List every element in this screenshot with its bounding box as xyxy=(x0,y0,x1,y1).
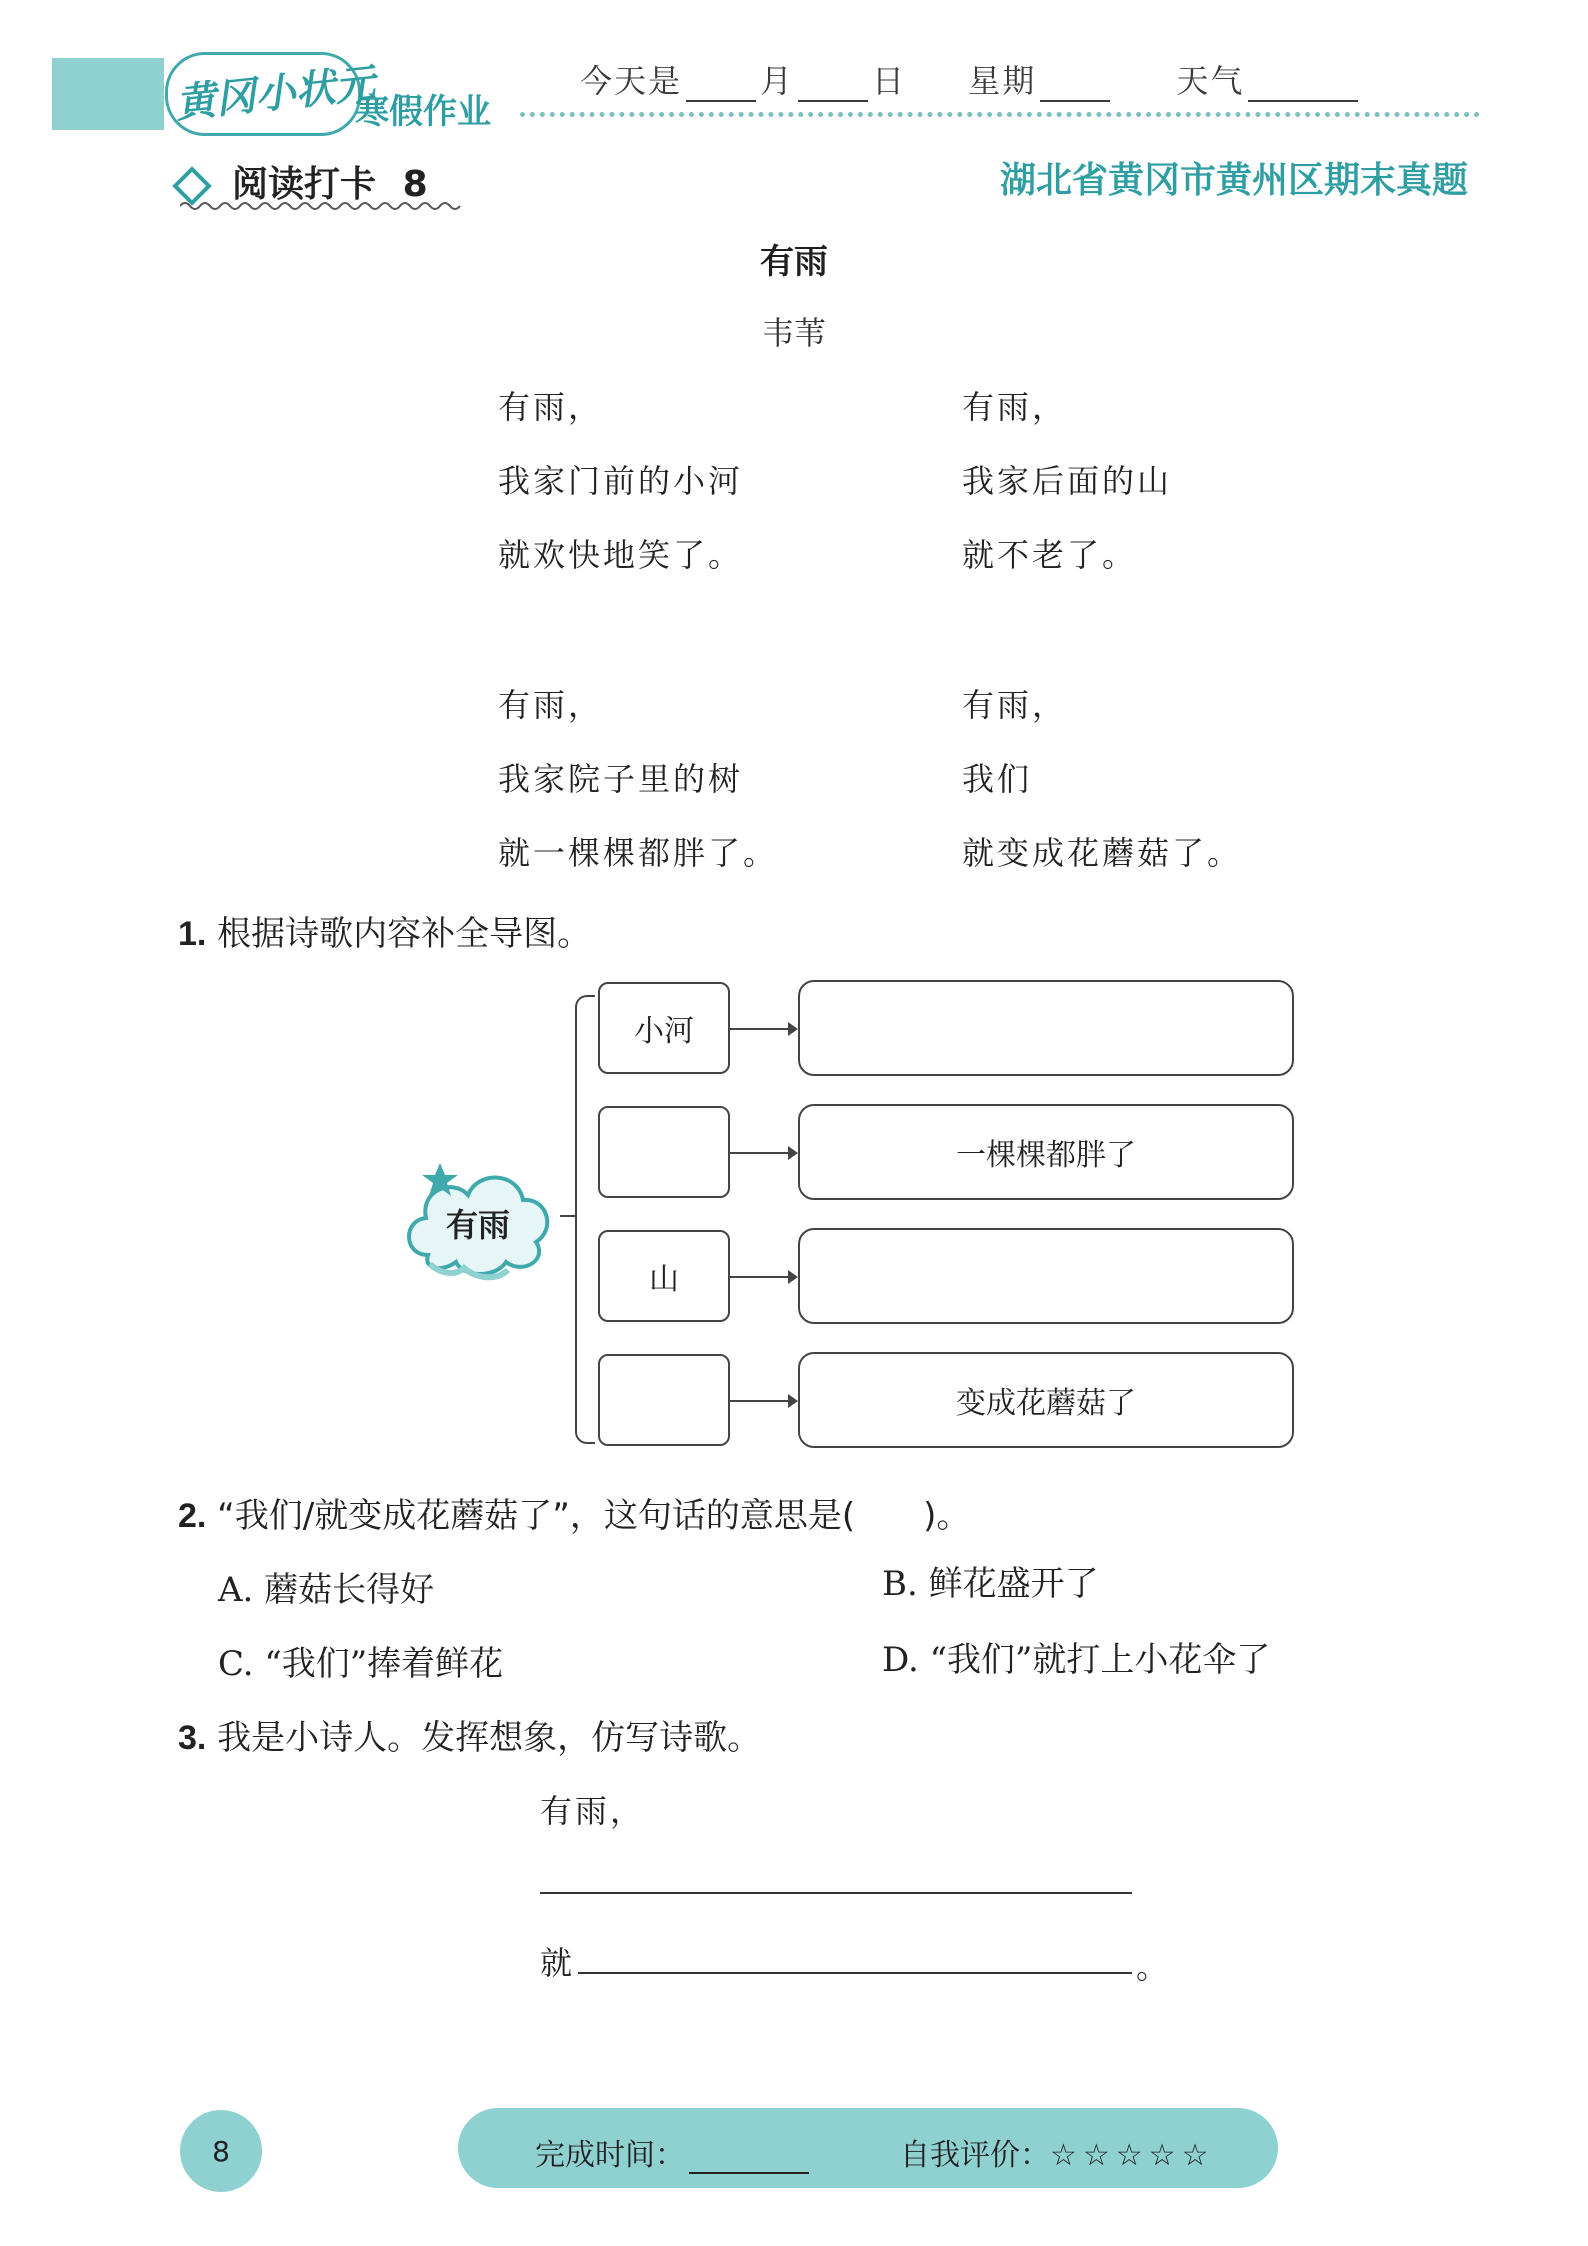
question-text: 根据诗歌内容补全导图。 xyxy=(217,914,592,954)
completion-time-blank[interactable] xyxy=(689,2142,809,2174)
question-text: 我是小诗人。发挥想象，仿写诗歌。 xyxy=(217,1718,762,1758)
date-week-label: 星期 xyxy=(968,62,1037,100)
question-3 xyxy=(178,1710,761,1759)
arrow-head-icon xyxy=(788,1394,798,1408)
week-blank[interactable] xyxy=(1040,70,1110,102)
arrow-head-icon xyxy=(788,1146,798,1160)
self-evaluation xyxy=(900,2130,1214,2174)
option-c[interactable]: C. “我们”捧着鲜花 xyxy=(218,1644,504,1684)
date-day-label: 日 xyxy=(872,62,907,100)
arrow-head-icon xyxy=(788,1022,798,1036)
poem-line: 就欢快地笑了。 xyxy=(498,536,744,574)
rating-stars-icon[interactable]: ☆☆☆☆☆ xyxy=(1050,2138,1215,2173)
write-line-3[interactable] xyxy=(578,1972,1132,1974)
page-number: 8 xyxy=(180,2110,262,2192)
mindmap-center-label: 有雨 xyxy=(445,1206,510,1244)
poem-line: 我家后面的山 xyxy=(962,462,1173,500)
question-text: “我们/就变成花蘑菇了”，这句话的意思是( )。 xyxy=(217,1496,971,1536)
arrow-line xyxy=(730,1276,792,1278)
mindmap-right-box[interactable] xyxy=(798,980,1294,1076)
weather-blank[interactable] xyxy=(1248,70,1358,102)
section-title-text: 阅读打卡 xyxy=(232,164,377,205)
self-evaluation-label: 自我评价： xyxy=(900,2138,1050,2173)
month-blank[interactable] xyxy=(686,70,756,102)
mindmap-left-box[interactable]: 山 xyxy=(598,1230,730,1322)
day-blank[interactable] xyxy=(798,70,868,102)
mindmap-right-box[interactable]: 变成花蘑菇了 xyxy=(798,1352,1294,1448)
arrow-line xyxy=(730,1400,792,1402)
poem-line: 就不老了。 xyxy=(962,536,1138,574)
write-line-3-prefix: 就 xyxy=(540,1944,576,1982)
section-number: 8 xyxy=(402,164,428,205)
poem-stanza-1 xyxy=(498,382,743,604)
poem-line: 就一棵棵都胖了。 xyxy=(498,834,779,872)
question-2 xyxy=(178,1488,970,1537)
arrow-line xyxy=(730,1028,792,1030)
mindmap-left-box[interactable]: 小河 xyxy=(598,982,730,1074)
poem-stanza-4 xyxy=(962,680,1242,902)
arrow-line xyxy=(730,1152,792,1154)
mindmap-left-box[interactable] xyxy=(598,1106,730,1198)
poem-line: 有雨， xyxy=(962,686,1068,724)
mindmap-left-box[interactable] xyxy=(598,1354,730,1446)
date-month-label: 月 xyxy=(760,62,795,100)
completion-time-label: 完成时间： xyxy=(535,2138,685,2173)
arrow-head-icon xyxy=(788,1270,798,1284)
date-weather-label: 天气 xyxy=(1176,62,1245,100)
wavy-underline xyxy=(180,200,465,212)
write-line-2[interactable] xyxy=(540,1892,1132,1894)
poem-stanza-3 xyxy=(498,680,778,902)
poem-line: 有雨， xyxy=(498,686,604,724)
option-b[interactable]: B. 鲜花盛开了 xyxy=(882,1564,1099,1604)
brand-tab xyxy=(52,58,164,130)
mindmap-right-box[interactable] xyxy=(798,1228,1294,1324)
write-line-1-text: 有雨， xyxy=(540,1792,646,1830)
poem-line: 我家门前的小河 xyxy=(498,462,744,500)
question-number: 3. xyxy=(178,1719,207,1757)
option-d[interactable]: D. “我们”就打上小花伞了 xyxy=(882,1640,1271,1680)
poem-line: 我家院子里的树 xyxy=(498,760,744,798)
write-line-3-suffix: 。 xyxy=(1136,1948,1172,1986)
mindmap-bracket xyxy=(575,995,595,1444)
poem-line: 就变成花蘑菇了。 xyxy=(962,834,1243,872)
source-label: 湖北省黄冈市黄州区期末真题 xyxy=(1000,160,1469,201)
question-1 xyxy=(178,906,591,955)
poem-stanza-2 xyxy=(962,382,1172,604)
bracket-tip xyxy=(560,1215,576,1217)
poem-line: 有雨， xyxy=(498,388,604,426)
question-number: 1. xyxy=(178,915,207,953)
poem-title: 有雨 xyxy=(760,242,828,282)
poem-line: 我们 xyxy=(962,760,1033,798)
date-today-label: 今天是 xyxy=(580,62,683,100)
brand-name: 黄冈小状元 xyxy=(173,60,378,128)
brand-subtitle: 寒假作业 xyxy=(355,92,491,132)
header-dotted-divider xyxy=(520,112,1480,117)
poem-line: 有雨， xyxy=(962,388,1068,426)
date-line xyxy=(580,56,1362,102)
completion-time xyxy=(535,2130,813,2174)
star-icon xyxy=(420,1160,460,1200)
option-a[interactable]: A. 蘑菇长得好 xyxy=(218,1570,435,1610)
mindmap-right-box[interactable]: 一棵棵都胖了 xyxy=(798,1104,1294,1200)
question-number: 2. xyxy=(178,1497,207,1535)
poem-author: 韦苇 xyxy=(761,314,826,352)
